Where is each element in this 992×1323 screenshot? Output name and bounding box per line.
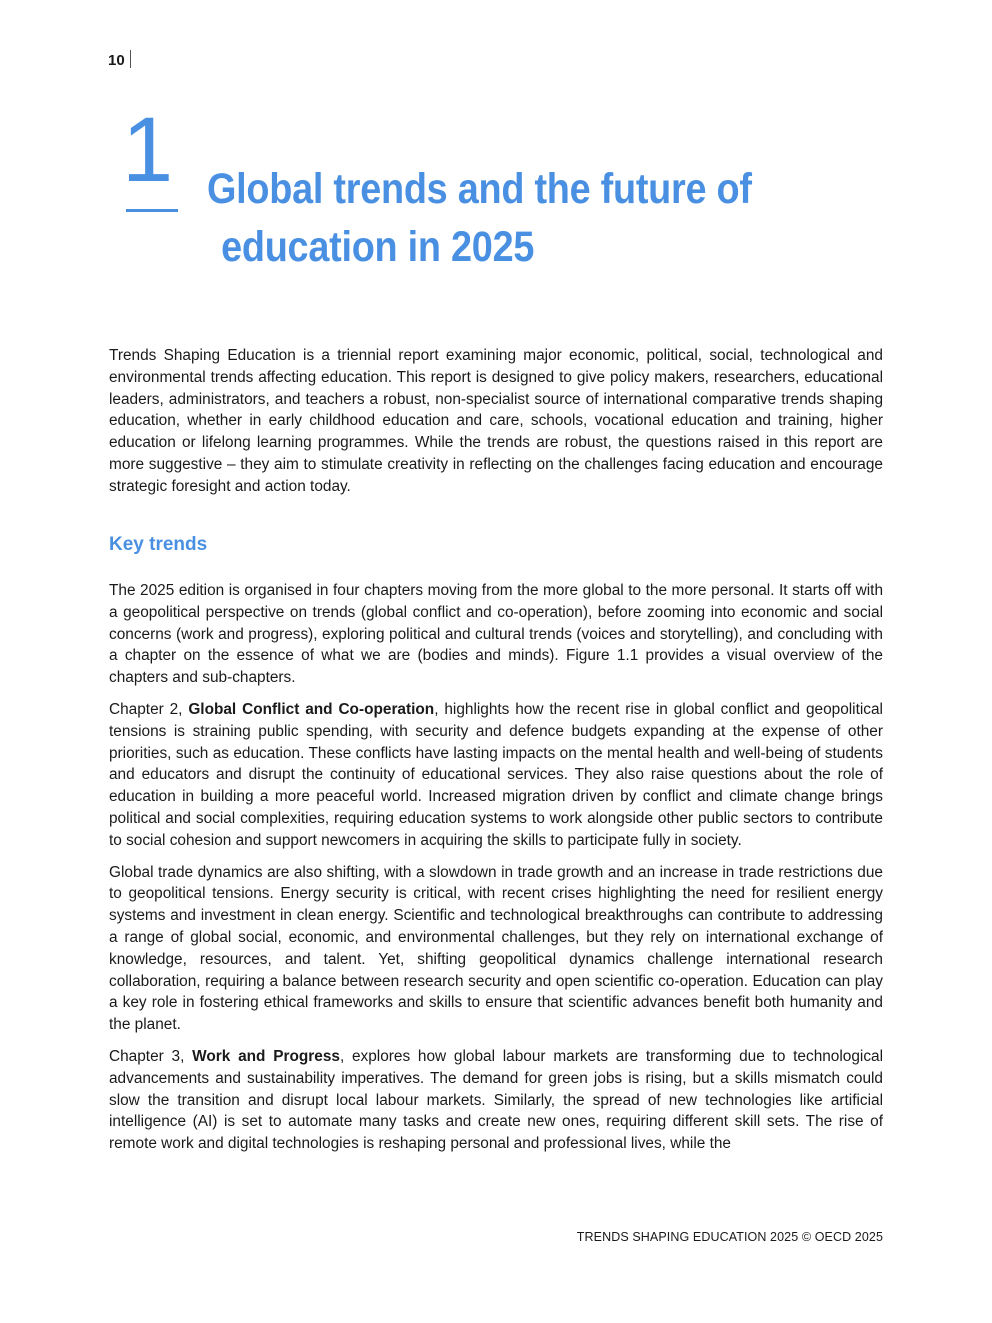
page-number-value: 10 (108, 52, 125, 69)
key-trends-body (109, 580, 883, 1165)
chapter-title-line1: Global trends and the future of (207, 165, 752, 213)
paragraph-chapter-2 (109, 699, 883, 852)
chapter-number-underline (126, 209, 178, 212)
chapter-3-prefix: Chapter 3, (109, 1047, 193, 1065)
page-footer: TRENDS SHAPING EDUCATION 2025 © OECD 2025 (576, 1230, 883, 1244)
paragraph-chapter-3 (109, 1046, 883, 1155)
chapter-2-title: Global Conflict and Co-operation (188, 700, 435, 718)
chapter-2-text: , highlights how the recent rise in global conflict and geopolitical tensions is straining public spending, with security and defence budgets expanding at the expense of other priorities, such as education. These conflicts have lasting impacts on the mental health and well-being of students and educators and disrupt the continuity of educational services. They also raise questions about the role of education in building a more peaceful world. Increased migration driven by conflict and climate change brings political and social complexities, requiring education systems to work alongside other public sectors to contribute to social cohesion and support newcomers in acquiring the skills to participate fully in society. (109, 700, 883, 849)
chapter-title-line2: education in 2025 (221, 223, 535, 271)
paragraph-trade: Global trade dynamics are also shifting, with a slowdown in trade growth and an increase in trade restrictions due to geopolitical tensions. Energy security is critical, with recent crises highlighting the need for resilient energy systems and investment in clean energy. Scientific and technological breakthroughs can contribute to addressing a range of global social, economic, and environmental challenges, but they rely on international exchange of knowledge, resources, and talent. Yet, shifting geopolitical dynamics challenge international research collaboration, requiring a balance between research security and open scientific co-operation. Education can play a key role in fostering ethical frameworks and skills to ensure that scientific advances benefit both humanity and the planet. (109, 863, 883, 1034)
chapter-number: 1 (122, 99, 174, 201)
paragraph-overview: The 2025 edition is organised in four chapters moving from the more global to the more personal. It starts off with a geopolitical perspective on trends (global conflict and co-operation), before zooming into economic and social concerns (work and progress), exploring political and cultural trends (voices and storytelling), and concluding with a chapter on the essence of what we are (bodies and minds). Figure 1.1 provides a visual overview of the chapters and sub-chapters. (109, 582, 883, 687)
page-number-separator (130, 50, 131, 68)
intro-section (109, 345, 883, 508)
page-number (108, 50, 131, 69)
chapter-2-prefix: Chapter 2, (109, 700, 189, 718)
chapter-3-title: Work and Progress (192, 1047, 340, 1065)
chapter-3-text: , explores how global labour markets are transforming due to technological advancements and sustainability imperatives. The demand for green jobs is rising, but a skills mismatch could slow the transition and disrupt local labour markets. Similarly, the spread of new technologies like artificial intelligence (AI) is set to automate many tasks and create new ones, requiring different skill sets. The rise of remote work and digital technologies is reshaping personal and professional lives, while the (109, 1047, 883, 1153)
intro-paragraph: Trends Shaping Education is a triennial report examining major economic, political, social, technological and environmental trends affecting education. This report is designed to give policy makers, researchers, educational leaders, administrators, and teachers a robust, non-specialist source of international comparative trends shaping education, whether in early childhood education and care, schools, vocational education and training, higher education or lifelong learning programmes. While the trends are robust, the questions raised in this report are more suggestive – they aim to stimulate creativity in reflecting on the challenges facing education and encourage strategic foresight and action today. (109, 347, 883, 495)
key-trends-heading: Key trends (109, 534, 208, 555)
chapter-title (207, 160, 770, 276)
